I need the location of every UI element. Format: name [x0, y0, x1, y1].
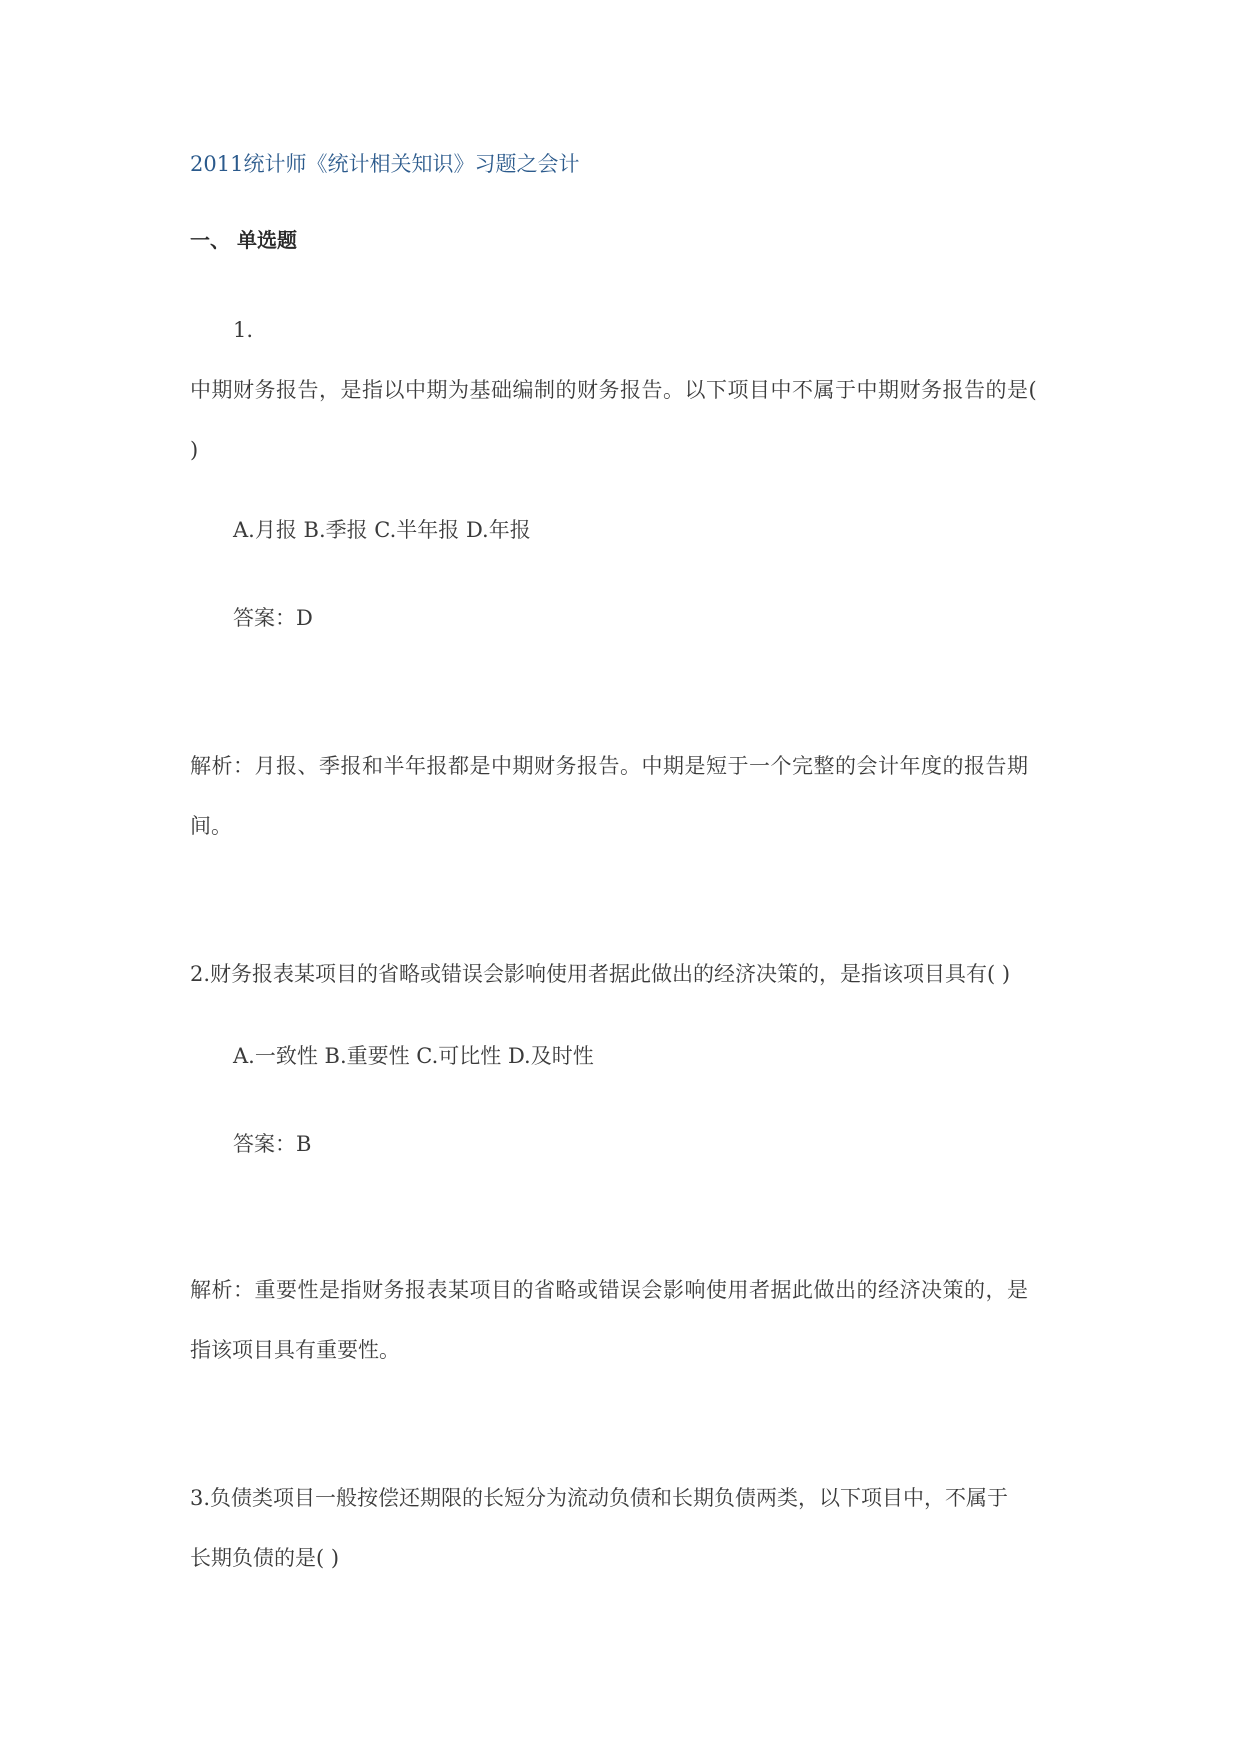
question-answer: 答案：B: [233, 1132, 312, 1156]
question-number: 1.: [233, 318, 254, 342]
question-answer: 答案：D: [233, 606, 313, 630]
question-stem-line: 长期负债的是( ): [190, 1546, 340, 1570]
question-options: A.月报 B.季报 C.半年报 D.年报: [233, 518, 531, 542]
question-stem-line: 2.财务报表某项目的省略或错误会影响使用者据此做出的经济决策的，是指该项目具有( ): [190, 962, 1011, 986]
question-analysis-line: 解析：重要性是指财务报表某项目的省略或错误会影响使用者据此做出的经济决策的，是: [190, 1278, 1029, 1302]
question-stem-line: 3.负债类项目一般按偿还期限的长短分为流动负债和长期负债两类，以下项目中，不属于: [190, 1486, 1009, 1510]
question-analysis-line: 间。: [190, 814, 232, 838]
question-stem-line: ): [190, 438, 199, 462]
question-stem-line: 中期财务报告，是指以中期为基础编制的财务报告。以下项目中不属于中期财务报告的是(: [190, 378, 1038, 402]
question-analysis-line: 指该项目具有重要性。: [190, 1338, 400, 1362]
question-analysis-line: 解析：月报、季报和半年报都是中期财务报告。中期是短于一个完整的会计年度的报告期: [190, 754, 1029, 778]
question-options: A.一致性 B.重要性 C.可比性 D.及时性: [233, 1044, 594, 1068]
section-heading: 一、 单选题: [190, 228, 297, 252]
document-title: 2011统计师《统计相关知识》习题之会计: [190, 152, 580, 176]
